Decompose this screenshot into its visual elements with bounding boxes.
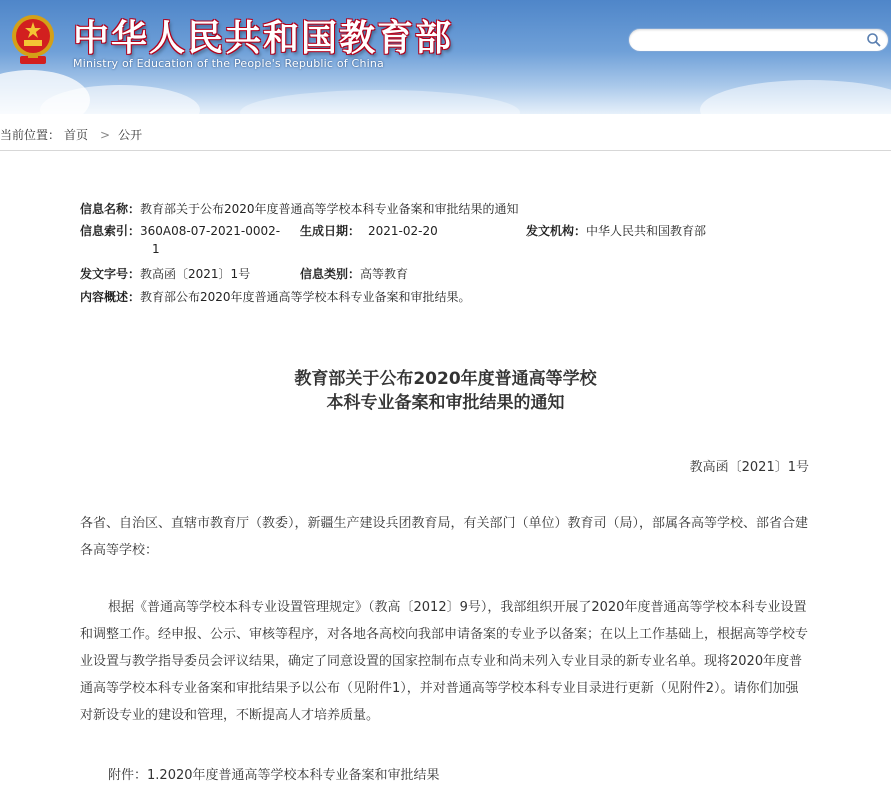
info-label: 信息索引：	[80, 224, 141, 238]
info-value: 高等教育	[360, 267, 409, 281]
info-label: 发文字号：	[80, 267, 141, 281]
info-label: 信息名称：	[80, 202, 141, 216]
info-row-index	[80, 222, 280, 239]
info-label: 信息类别：	[300, 267, 361, 281]
breadcrumb	[0, 126, 146, 143]
attachment-link[interactable]: 1.2020年度普通高等学校本科专业备案和审批结果	[147, 768, 440, 783]
breadcrumb-prefix: 当前位置：	[0, 128, 61, 142]
breadcrumb-home-link[interactable]: 首页	[64, 128, 89, 142]
site-header	[0, 0, 891, 114]
search-icon[interactable]	[866, 32, 882, 48]
attachment-label: 附件：	[108, 768, 148, 783]
info-value: 教高函〔2021〕1号	[140, 267, 251, 281]
info-row-docnum	[80, 265, 250, 282]
cloud-decoration	[240, 90, 520, 114]
info-row-summary	[80, 288, 471, 305]
divider	[0, 150, 891, 151]
chevron-right-icon: >	[100, 128, 111, 142]
document-title-line1: 教育部关于公布2020年度普通高等学校	[294, 369, 597, 389]
body-paragraph	[80, 594, 810, 729]
info-value: 教育部公布2020年度普通高等学校本科专业备案和审批结果。	[140, 290, 471, 304]
info-label: 内容概述：	[80, 290, 141, 304]
info-value: 360A08-07-2021-0002-	[140, 224, 281, 238]
document-title-line2: 本科专业备案和审批结果的通知	[326, 393, 565, 413]
info-row-category	[300, 265, 408, 282]
cloud-decoration	[700, 80, 891, 114]
site-title[interactable]: 中华人民共和国教育部	[73, 18, 454, 59]
body-text: 根据《普通高等学校本科专业设置管理规定》（教高〔2012〕9号），我部组织开展了2020年度普通高等学校本科专业设置和调整工作。经申报、公示、审核等程序，对各地各高校向我部申请备案的专业予以备案；在以上工作基础上，根据高等学校专业设置与教学指导委员会评议结果，确定了同意设置的国家控制布点专业和尚未列入专业目录的新专业名单。现将2020年度普通高等学校本科专业备案和审批结果予以公布（见附件1），并对普通高等学校本科专业目录进行更新（见附件2）。请你们加强对新设专业的建设和管理，不断提高人才培养质量。	[80, 600, 809, 723]
info-value: 中华人民共和国教育部	[586, 224, 707, 238]
info-value: 2021-02-20	[368, 224, 438, 238]
salutation-paragraph: 各省、自治区、直辖市教育厅（教委），新疆生产建设兵团教育局，有关部门（单位）教育司（局），部属各高等学校、部省合建各高等学校：	[80, 516, 809, 558]
info-label: 发文机构：	[526, 224, 587, 238]
info-value: 教育部关于公布2020年度普通高等学校本科专业备案和审批结果的通知	[140, 202, 519, 216]
info-row-name	[80, 200, 519, 217]
breadcrumb-current-link[interactable]: 公开	[118, 128, 143, 142]
national-emblem-icon[interactable]	[10, 10, 56, 70]
info-row-agency	[526, 222, 706, 239]
site-subtitle: Ministry of Education of the People's Republic of China	[73, 57, 384, 70]
search-input[interactable]	[628, 28, 889, 52]
info-value-continued: 1	[152, 242, 160, 256]
attachment-line	[80, 762, 810, 789]
document-number: 教高函〔2021〕1号	[689, 460, 809, 475]
info-row-date	[300, 222, 438, 239]
info-label: 生成日期：	[300, 224, 361, 238]
